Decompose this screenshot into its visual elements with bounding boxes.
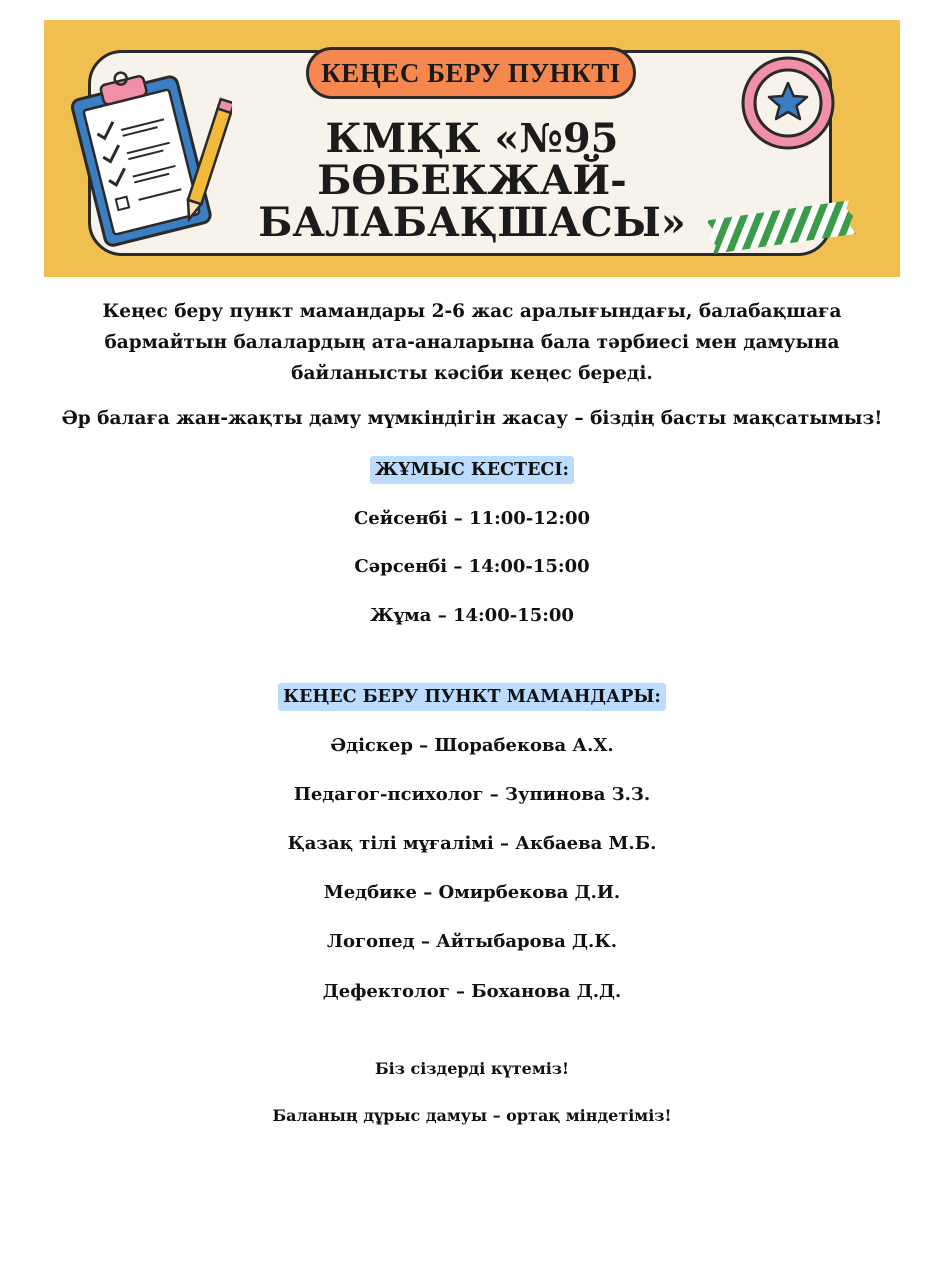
title-line: БӨБЕКЖАЙ- [317,157,627,204]
title-line: БАЛАБАҚШАСЫ» [258,199,686,246]
schedule-heading-wrap [0,456,944,484]
clipboard-checklist-icon [62,64,232,254]
schedule-heading: ЖҰМЫС КЕСТЕСІ: [370,456,574,484]
closing-line: Баланың дұрыс дамуы – ортақ міндетіміз! [272,1106,672,1125]
intro-paragraph: Кеңес беру пункт мамандары 2-6 жас аралығындағы, балабақшаға бармайтын балалардың ата-аналарына бала тәрбиесі мен дамуына байланысты кәсіби кеңес береді. [102,301,842,384]
header-badge: КЕҢЕС БЕРУ ПУНКТІ [306,47,636,99]
specialist-item: Дефектолог – Боханова Д.Д. [322,981,622,1002]
mission-statement: Әр балаға жан-жақты даму мүмкіндігін жасау – біздің басты мақсатымыз! [61,408,883,429]
striped-tape-icon [702,196,862,258]
specialist-item: Логопед – Айтыбарова Д.К. [327,931,617,952]
specialist-item: Педагог-психолог – Зупинова З.З. [293,784,651,805]
specialists-heading: КЕҢЕС БЕРУ ПУНКТ МАМАНДАРЫ: [278,683,666,711]
page-title [250,115,694,246]
schedule-item: Сәрсенбі – 14:00-15:00 [354,556,590,577]
schedule-item: Жұма – 14:00-15:00 [370,605,574,626]
schedule-item: Сейсенбі – 11:00-12:00 [353,508,591,529]
specialist-item: Медбике – Омирбекова Д.И. [323,882,621,903]
specialist-item: Әдіскер – Шорабекова А.Х. [330,735,614,756]
star-badge-icon [740,55,836,151]
specialist-item: Қазақ тілі мұғалімі – Акбаева М.Б. [287,833,657,854]
specialists-heading-wrap [0,683,944,711]
closing-line: Біз сіздерді күтеміз! [374,1059,570,1078]
title-line: КМҚК «№95 [325,115,619,162]
